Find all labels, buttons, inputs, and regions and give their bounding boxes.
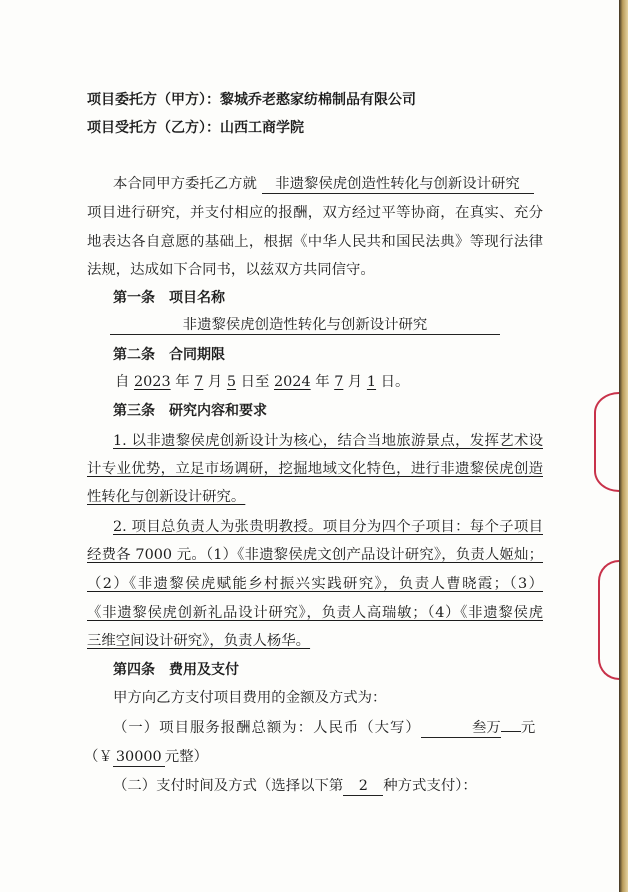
article-1-project-name	[110, 315, 530, 335]
client-label: 项目委托方（甲方）：	[87, 92, 220, 108]
contractor-label: 项目受托方（乙方）：	[87, 120, 220, 136]
article-3-line: 计专业优势，立足市场调研，挖掘地域文化特色，进行非遗黎侯虎创造	[87, 461, 543, 477]
total-amount-number: 30000	[113, 749, 165, 767]
article-3-title: 第三条 研究内容和要求	[113, 403, 267, 419]
total-amount-number-line	[84, 747, 284, 767]
total-amount-label: （一）项目服务报酬总额为：人民币（大写）	[113, 720, 421, 736]
payment-method-line	[113, 776, 543, 796]
day-end-label: 日。	[380, 374, 410, 390]
yuan-close: 元整）	[164, 749, 208, 765]
start-month: 7	[194, 374, 204, 390]
article-3-line: 三维空间设计研究》，负责人杨华。	[87, 633, 311, 649]
end-year: 2024	[274, 374, 311, 390]
preamble-project-name: 非遗黎侯虎创造性转化与创新设计研究	[262, 176, 534, 194]
project-name-value: 非遗黎侯虎创造性转化与创新设计研究	[110, 317, 500, 335]
article-3-line: （2）《非遗黎侯虎赋能乡村振兴实践研究》，负责人曹晓霞；（3）	[87, 576, 543, 592]
contract-period	[115, 372, 535, 392]
total-amount-words: 叁万	[421, 720, 501, 738]
payment-option: 2	[343, 778, 383, 796]
university-seal-partial	[598, 560, 619, 680]
preamble-line-1	[113, 174, 543, 194]
year-label: 年	[315, 374, 330, 390]
company-seal-partial	[594, 392, 619, 492]
article-1-title: 第一条 项目名称	[113, 290, 225, 306]
contractor-name: 山西工商学院	[220, 120, 304, 136]
period-from: 自	[115, 374, 130, 390]
article-3-line: 经费各 7000 元。（1）《非遗黎侯虎文创产品设计研究》，负责人姬灿；	[87, 547, 543, 563]
article-3-line: 1. 以非遗黎侯虎创新设计为核心，结合当地旅游景点，发挥艺术设	[113, 433, 543, 449]
article-4-title: 第四条 费用及支付	[113, 662, 239, 678]
article-4-intro: 甲方向乙方支付项目费用的金额及方式为：	[113, 690, 387, 706]
preamble-line-3: 地表达各自意愿的基础上，根据《中华人民共和国民法典》等现行法律	[87, 234, 543, 250]
payment-method-suffix: 种方式支付）：	[383, 778, 477, 794]
start-year: 2023	[133, 374, 171, 390]
end-day: 1	[366, 374, 377, 390]
start-day: 5	[226, 374, 237, 390]
article-3-line: 2. 项目总负责人为张贵明教授。项目分为四个子项目：每个子项目	[113, 519, 543, 535]
preamble-line-2: 项目进行研究，并支付相应的报酬，双方经过平等协商，在真实、充分	[87, 205, 543, 221]
contractor-party	[87, 118, 543, 138]
client-party	[87, 90, 543, 110]
year-label: 年	[175, 374, 190, 390]
yuan-label: 元	[520, 720, 537, 736]
article-3-line: 性转化与创新设计研究。	[87, 489, 246, 505]
client-name: 黎城乔老憨家纺棉制品有限公司	[220, 92, 416, 108]
day-to-label: 日至	[240, 374, 270, 390]
article-3-line: 《非遗黎侯虎创新礼品设计研究》，负责人高瑞敏；（4）《非遗黎侯虎	[87, 605, 543, 621]
month-label: 月	[207, 374, 223, 390]
month-label: 月	[347, 374, 363, 390]
yen-open: （￥	[84, 749, 113, 765]
payment-method-label: （二）支付时间及方式（选择以下第	[113, 778, 344, 794]
total-amount-line	[113, 718, 543, 738]
preamble-line-4: 法规，达成如下合同书，以兹双方共同信守。	[87, 262, 375, 278]
page-edge-binding	[619, 0, 628, 892]
article-2-title: 第二条 合同期限	[113, 347, 225, 363]
end-month: 7	[334, 374, 344, 390]
preamble-lead: 本合同甲方委托乙方就	[113, 176, 257, 192]
